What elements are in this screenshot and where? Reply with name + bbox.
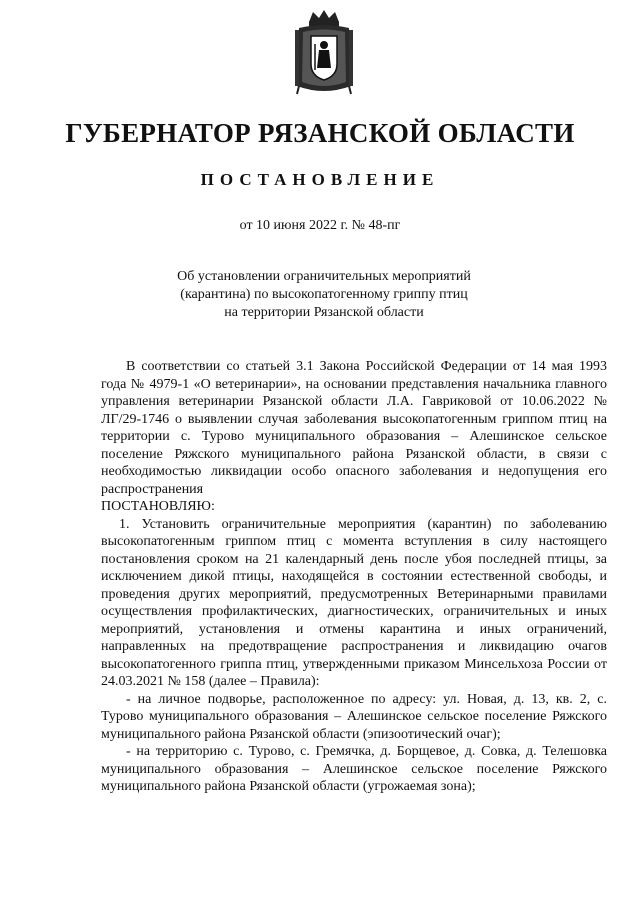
item-1-paragraph: 1. Установить ограничительные мероприятия (карантин) по заболеванию высокопатогенным гриппом птиц с момента вступления в силу настоящего постановления сроком на 21 календарный день после убоя последней птицы, за исключением дикой птицы, находящейся в состоянии естественной свободы, и проведения других мероприятий, предусмотренных Ветеринарными правилами осуществления профилактических, диагностических, ограничительных и иных мероприятий, установления и отмены карантина и иных ограничений, направленных на предотвращение распространения и ликвидацию очагов высокопатогенного гриппа птиц, утвержденными приказом Минсельхоза России от 24.03.2021 № 158 (далее – Правила): xyxy=(101,516,607,689)
document-date-number: от 10 июня 2022 г. № 48-пг xyxy=(239,218,401,233)
bullet-paragraph: - на территорию с. Турово, с. Гремячка, д. Борщевое, д. Совка, д. Телешовка муниципального образования – Алешинское сельское поселение Ряжского муниципального района Рязанской области (угрожаемая зона); xyxy=(101,744,607,794)
document-body xyxy=(101,358,607,796)
bullet-paragraph: - на личное подворье, расположенное по адресу: ул. Новая, д. 13, кв. 2, с. Турово муниципального образования – Алешинское сельское поселение Ряжского муниципального района Рязанской области (эпизоотический очаг); xyxy=(101,691,607,742)
subject-line: Об установлении ограничительных мероприятий xyxy=(177,269,471,284)
preamble-paragraph: В соответствии со статьей 3.1 Закона Российской Федерации от 14 мая 1993 года № 4979-1 «О ветеринарии», на основании представления начальника главного управления ветеринарии Рязанской области Л.А. Гавриковой от 10.06.2022 № ЛГ/29-1746 о выявлении случая заболевания высокопатогенным гриппом птиц на территории с. Турово муниципального образования – Алешинское сельское поселение Ряжского муниципального района Рязанской области, в связи с необходимостью ликвидации особо опасного заболевания и недопущения его распространения xyxy=(101,359,607,497)
decree-word: ПОСТАНОВЛЯЮ: xyxy=(101,499,215,514)
document-type: ПОСТАНОВЛЕНИЕ xyxy=(200,170,440,189)
subject-line: на территории Рязанской области xyxy=(224,305,424,320)
ryazan-coat-of-arms-icon xyxy=(293,8,355,98)
organization-title: ГУБЕРНАТОР РЯЗАНСКОЙ ОБЛАСТИ xyxy=(65,118,575,148)
document-subject xyxy=(140,268,508,322)
subject-line: (карантина) по высокопатогенному гриппу птиц xyxy=(180,287,468,302)
